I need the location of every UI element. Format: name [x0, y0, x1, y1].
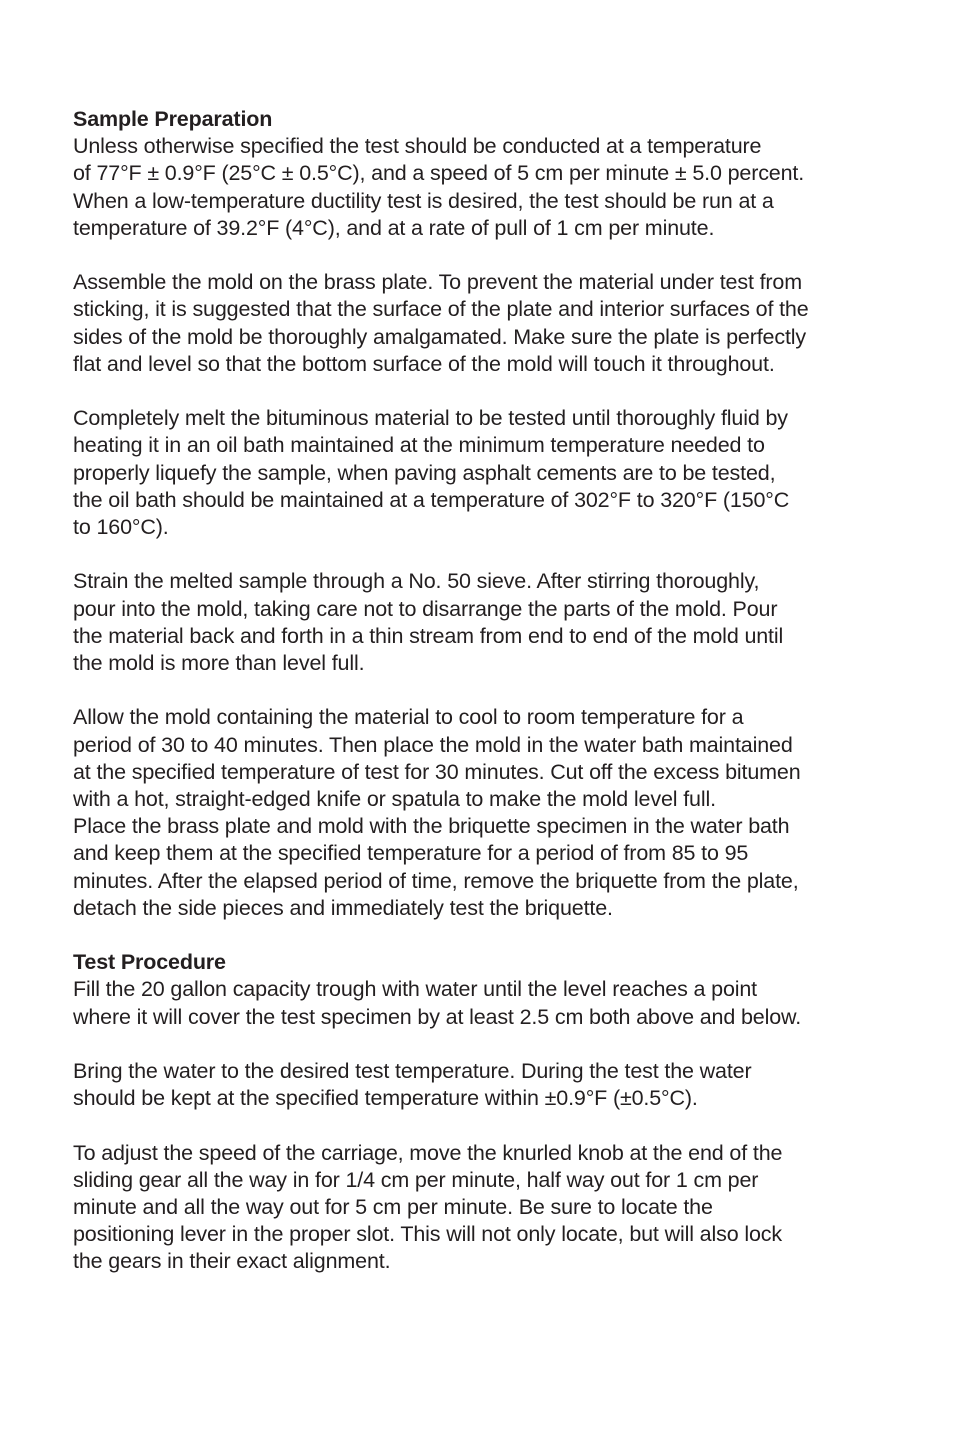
section-heading: Sample Preparation [73, 107, 273, 131]
paragraph [73, 133, 913, 242]
text-line: and keep them at the specified temperature for a period of from 85 to 95 [73, 841, 749, 866]
text-line: the oil bath should be maintained at a temperature of 302°F to 320°F (150°C [73, 487, 790, 512]
text-line: at the specified temperature of test for 30 minutes. Cut off the excess bitumen [73, 759, 801, 784]
text-line: sliding gear all the way in for 1/4 cm per minute, half way out for 1 cm per [73, 1167, 759, 1192]
section-heading: Test Procedure [73, 950, 226, 975]
text-line: pour into the mold, taking care not to disarrange the parts of the mold. Pour [73, 596, 778, 621]
paragraph [73, 269, 913, 378]
paragraph [73, 704, 913, 922]
text-line: the material back and forth in a thin stream from end to end of the mold until [73, 623, 784, 648]
text-line: Place the brass plate and mold with the briquette specimen in the water bath [73, 814, 790, 839]
section [73, 106, 913, 922]
paragraph [73, 405, 913, 541]
paragraph [73, 1058, 913, 1112]
text-line: where it will cover the test specimen by at least 2.5 cm both above and below. [73, 1004, 802, 1029]
paragraph-spacer [73, 1112, 913, 1139]
text-line: To adjust the speed of the carriage, move the knurled knob at the end of the [73, 1140, 783, 1165]
text-line: to 160°C). [73, 515, 169, 540]
paragraph-spacer [73, 677, 913, 704]
text-line: the mold is more than level full. [73, 651, 365, 676]
text-line: minutes. After the elapsed period of time, remove the briquette from the plate, [73, 868, 799, 893]
text-line: detach the side pieces and immediately test the briquette. [73, 895, 613, 920]
text-line: Unless otherwise specified the test should be conducted at a temperature [73, 134, 762, 159]
text-line: sides of the mold be thoroughly amalgamated. Make sure the plate is perfectly [73, 324, 806, 349]
text-line: of 77°F ± 0.9°F (25°C ± 0.5°C), and a speed of 5 cm per minute ± 5.0 percent. [73, 161, 805, 186]
text-line: with a hot, straight-edged knife or spatula to make the mold level full. [73, 787, 716, 812]
paragraph-spacer [73, 242, 913, 269]
paragraph-spacer [73, 1031, 913, 1058]
text-line: properly liquefy the sample, when paving asphalt cements are to be tested, [73, 460, 776, 485]
text-line: Bring the water to the desired test temperature. During the test the water [73, 1059, 752, 1084]
text-line: temperature of 39.2°F (4°C), and at a rate of pull of 1 cm per minute. [73, 215, 715, 240]
text-line: Completely melt the bituminous material to be tested until thoroughly fluid by [73, 406, 788, 431]
text-line: Allow the mold containing the material to cool to room temperature for a [73, 705, 744, 730]
paragraph [73, 976, 913, 1030]
section-spacer [73, 922, 913, 949]
text-line: positioning lever in the proper slot. This will not only locate, but will also lock [73, 1222, 782, 1247]
text-line: heating it in an oil bath maintained at the minimum temperature needed to [73, 433, 765, 458]
paragraph-spacer [73, 541, 913, 568]
text-line: Assemble the mold on the brass plate. To prevent the material under test from [73, 270, 802, 295]
text-line: the gears in their exact alignment. [73, 1249, 391, 1274]
document-page [73, 106, 913, 1276]
paragraph [73, 568, 913, 677]
paragraph-spacer [73, 378, 913, 405]
paragraph [73, 1140, 913, 1276]
text-line: minute and all the way out for 5 cm per minute. Be sure to locate the [73, 1195, 713, 1220]
text-line: flat and level so that the bottom surface of the mold will touch it throughout. [73, 351, 775, 376]
section [73, 949, 913, 1275]
text-line: sticking, it is suggested that the surface of the plate and interior surfaces of the [73, 297, 809, 322]
text-line: should be kept at the specified temperature within ±0.9°F (±0.5°C). [73, 1086, 698, 1111]
text-line: Strain the melted sample through a No. 50 sieve. After stirring thoroughly, [73, 569, 760, 594]
text-line: period of 30 to 40 minutes. Then place the mold in the water bath maintained [73, 732, 793, 757]
text-line: Fill the 20 gallon capacity trough with water until the level reaches a point [73, 977, 758, 1002]
text-line: When a low-temperature ductility test is desired, the test should be run at a [73, 188, 774, 213]
